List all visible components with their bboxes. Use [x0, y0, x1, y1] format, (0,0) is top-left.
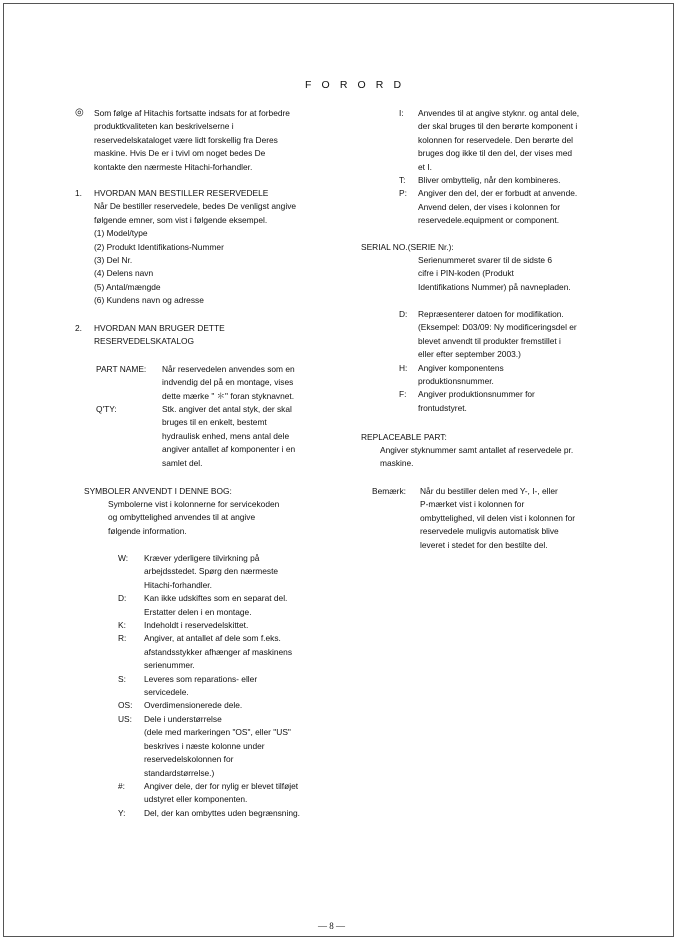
symbol-item-h — [399, 362, 614, 389]
symbol-desc: arbejdsstedet. Spørg den nærmeste — [144, 566, 279, 577]
symbol-code: T: — [399, 175, 406, 186]
symbol-code: OS: — [118, 700, 133, 711]
order-item: (4) Delens navn — [94, 268, 154, 279]
symbol-desc: frontudstyret. — [418, 402, 467, 413]
symbol-item-w — [118, 552, 338, 592]
symbol-desc: reservedelskolonnen for — [144, 754, 234, 765]
part-name-line: Når reservedelen anvendes som en — [162, 364, 295, 374]
symbol-item-d-serial — [399, 308, 614, 362]
symbol-desc: udstyret eller komponenten. — [144, 794, 248, 805]
serial-heading: SERIAL NO.(SERIE Nr.): — [361, 242, 454, 252]
symbols-intro-line: Symbolerne vist i kolonnerne for servicekoden — [108, 499, 280, 509]
symbol-desc: eller efter september 2003.) — [418, 349, 521, 360]
intro-line: maskine. Hvis De er i tvivl om noget bedes De — [94, 148, 266, 159]
intro-line: produktkvaliteten kan beskrivelserne i — [94, 121, 234, 132]
symbol-code: D: — [118, 593, 127, 604]
symbol-desc: reservedele.equipment or component. — [418, 215, 560, 226]
symbol-item-t — [399, 174, 614, 187]
replaceable-line: maskine. — [380, 458, 414, 469]
symbol-desc: (Eksempel: D03/09: Ny modificeringsdel er — [418, 322, 577, 333]
symbol-item-p — [399, 187, 614, 227]
symbol-desc: Angiver produktionsnummer for — [418, 389, 535, 400]
intro-line: kontakte den nærmeste Hitachi-forhandler. — [94, 161, 253, 172]
symbol-desc: beskrives i næste kolonne under — [144, 740, 265, 751]
serial-line: cifre i PIN-koden (Produkt — [418, 268, 514, 279]
symbol-desc: Angiver komponentens — [418, 362, 504, 373]
right-symbol-list — [399, 107, 614, 228]
intro-symbol: ◎ — [75, 107, 84, 118]
symbol-desc: Erstatter delen i en montage. — [144, 606, 252, 617]
note-line: P-mærket vist i kolonnen for — [420, 499, 525, 510]
section1-body-line: følgende emner, som vist i følgende eksempel. — [94, 214, 268, 225]
symbol-desc: Kræver yderligere tilvirkning på — [144, 553, 260, 563]
symbol-code: D: — [399, 309, 408, 319]
page-number: — 8 — — [318, 921, 345, 931]
symbol-item-us — [118, 713, 338, 780]
qty-line: samlet del. — [162, 457, 203, 468]
symbol-desc: serienummer. — [144, 660, 195, 671]
serial-line: Serienummeret svarer til de sidste 6 — [418, 255, 553, 265]
symbol-code: P: — [399, 188, 407, 199]
part-name-label: PART NAME: — [96, 364, 147, 374]
symbols-intro — [108, 498, 323, 538]
section1-number: 1. — [75, 188, 82, 198]
section2-heading-line: RESERVEDELSKATALOG — [94, 336, 195, 347]
symbol-code: I: — [399, 108, 404, 118]
symbol-desc: Hitachi-forhandler. — [144, 579, 212, 590]
symbol-code: S: — [118, 673, 126, 684]
symbol-item-hash — [118, 780, 338, 807]
symbol-desc: Angiver, at antallet af dele som f.eks. — [144, 633, 281, 644]
symbol-code: US: — [118, 713, 132, 724]
symbol-desc: (dele med markeringen "OS", eller "US" — [144, 727, 291, 738]
symbol-desc: Del, der kan ombyttes uden begrænsning. — [144, 807, 300, 818]
section1-body-line: Når De bestiller reservedele, bedes De venligst angive — [94, 201, 297, 212]
intro-line: reservedelskataloget være lidt forskellig fra Deres — [94, 134, 278, 145]
qty-line: bruges til en enkelt, bestemt — [162, 417, 267, 428]
symbol-item-y — [118, 807, 338, 820]
symbol-desc: Repræsenterer datoen for modifikation. — [418, 309, 564, 319]
symbol-item-d — [118, 592, 338, 619]
symbols-intro-line: og ombyttelighed anvendes til at angive — [108, 512, 256, 523]
page-title: F O R O R D — [305, 79, 405, 91]
qty-label: Q'TY: — [96, 404, 117, 414]
section2-heading — [94, 322, 225, 349]
intro-line: Som følge af Hitachis fortsatte indsats for at forbedre — [94, 108, 290, 118]
symbol-desc: blevet anvendt til produkter fremstillet i — [418, 335, 561, 346]
order-item: (1) Model/type — [94, 228, 148, 239]
serial-line: Identifikations Nummer) på navnepladen. — [418, 281, 571, 292]
symbol-desc: Angiver dele, der for nylig er blevet tilføjet — [144, 780, 299, 791]
note-line: ombyttelighed, vil delen vist i kolonnen for — [420, 512, 576, 523]
replaceable-heading: REPLACEABLE PART: — [361, 432, 447, 442]
order-item: (3) Del Nr. — [94, 255, 133, 266]
section1 — [94, 187, 334, 308]
symbol-desc: et I. — [418, 161, 432, 172]
order-item: (6) Kundens navn og adresse — [94, 295, 204, 306]
symbol-code: R: — [118, 633, 127, 644]
qty-text — [162, 403, 322, 470]
qty-line: Stk. angiver det antal styk, der skal — [162, 404, 292, 414]
section2-number: 2. — [75, 323, 82, 333]
symbol-desc: Anvendes til at angive styknr. og antal dele, — [418, 108, 580, 118]
order-item: (2) Produkt Identifikations-Nummer — [94, 241, 224, 252]
symbol-desc: Anvend delen, der vises i kolonnen for — [418, 201, 560, 212]
qty-line: angiver antallet af komponenter i en — [162, 444, 296, 455]
section2-heading-line: HVORDAN MAN BRUGER DETTE — [94, 323, 225, 333]
order-item: (5) Antal/mængde — [94, 281, 161, 292]
symbol-desc: afstandsstykker afhænger af maskinens — [144, 646, 293, 657]
replaceable-text — [380, 444, 630, 471]
note-line: Når du bestiller delen med Y-, I-, eller — [420, 486, 558, 496]
symbol-item-f — [399, 388, 614, 415]
note-line: reservedele muligvis automatisk blive — [420, 526, 559, 537]
symbol-desc: bruges dog ikke til den del, der vises med — [418, 148, 573, 159]
symbols-heading: SYMBOLER ANVENDT I DENNE BOG: — [84, 486, 232, 496]
part-name-line: indvendig del på en montage, vises — [162, 377, 294, 388]
part-name-text — [162, 363, 322, 403]
symbol-desc: Angiver den del, der er forbudt at anvende. — [418, 188, 578, 199]
symbol-desc: Overdimensionerede dele. — [144, 700, 243, 711]
symbol-desc: standardstørrelse.) — [144, 767, 215, 778]
note-line: leveret i stedet for den bestilte del. — [420, 539, 548, 550]
symbol-desc: der skal bruges til den berørte komponent i — [418, 121, 578, 132]
note-label: Bemærk: — [372, 486, 406, 496]
symbol-code: Y: — [118, 807, 126, 818]
symbol-item-s — [118, 673, 338, 700]
symbol-code: F: — [399, 389, 407, 400]
section1-heading: HVORDAN MAN BESTILLER RESERVEDELE — [94, 188, 269, 198]
symbol-item-k — [118, 619, 338, 632]
symbols-intro-line: følgende information. — [108, 525, 187, 536]
symbol-desc: Dele i understørrelse — [144, 713, 222, 724]
symbol-desc: servicedele. — [144, 687, 189, 698]
symbol-desc: Bliver ombyttelig, når den kombineres. — [418, 175, 561, 186]
qty-line: hydraulisk enhed, mens antal dele — [162, 430, 290, 441]
replaceable-line: Angiver styknummer samt antallet af reservedele pr. — [380, 445, 574, 455]
symbol-item-i — [399, 107, 614, 174]
intro-text — [94, 107, 334, 174]
serial-text — [418, 254, 618, 294]
serial-symbol-list — [399, 308, 614, 415]
symbol-desc: Kan ikke udskiftes som en separat del. — [144, 593, 288, 604]
symbol-desc: Indeholdt i reservedelskittet. — [144, 620, 249, 631]
symbol-item-r — [118, 632, 338, 672]
symbol-desc: kolonnen for reservedele. Den berørte del — [418, 134, 574, 145]
symbol-code: W: — [118, 553, 129, 563]
symbol-desc: produktionsnummer. — [418, 376, 494, 387]
symbol-list — [118, 552, 338, 820]
symbol-code: H: — [399, 362, 408, 373]
symbol-code: #: — [118, 780, 125, 791]
symbol-desc: Leveres som reparations- eller — [144, 673, 258, 684]
symbol-item-os — [118, 699, 338, 712]
note-text — [420, 485, 620, 552]
symbol-code: K: — [118, 620, 126, 631]
part-name-line: dette mærke " ＊" foran styknavnet. — [162, 390, 295, 401]
